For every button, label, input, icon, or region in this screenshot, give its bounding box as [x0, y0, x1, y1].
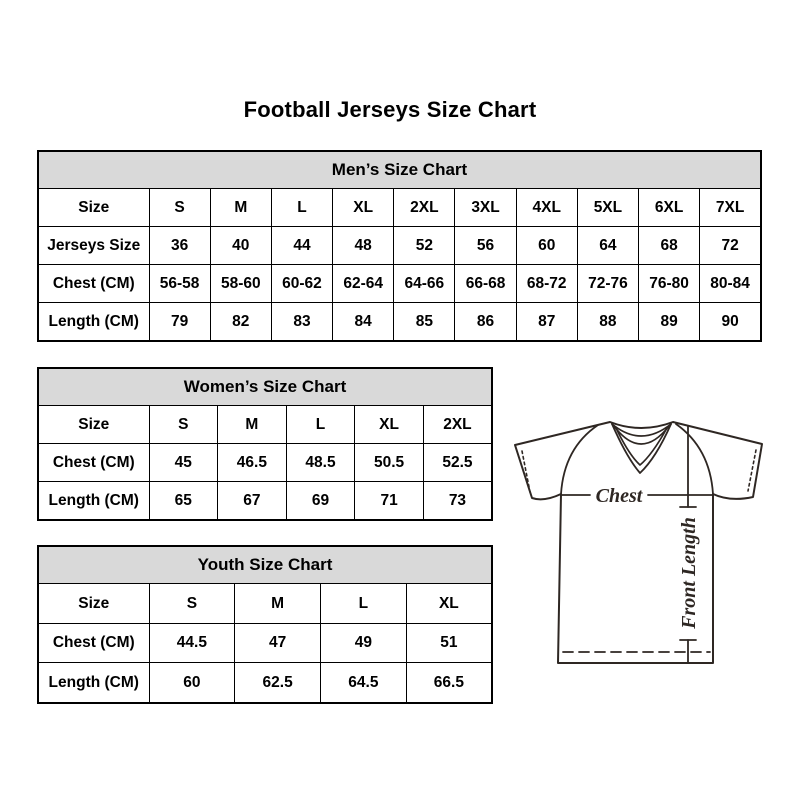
- front-length-label: Front Length: [678, 517, 700, 629]
- mens-value-cell: 5XL: [577, 189, 638, 227]
- youth-row-label: Chest (CM): [38, 623, 149, 663]
- womens-value-cell: XL: [355, 406, 424, 444]
- womens-table-row: [38, 482, 492, 521]
- youth-table-title: Youth Size Chart: [38, 546, 492, 584]
- mens-value-cell: 72-76: [577, 265, 638, 303]
- mens-value-cell: 6XL: [639, 189, 700, 227]
- mens-table-row: [38, 303, 761, 342]
- mens-value-cell: 60-62: [271, 265, 332, 303]
- mens-value-cell: 7XL: [700, 189, 761, 227]
- mens-value-cell: 88: [577, 303, 638, 342]
- mens-value-cell: 3XL: [455, 189, 516, 227]
- womens-value-cell: S: [149, 406, 218, 444]
- jersey-outline: [515, 422, 762, 663]
- youth-value-cell: S: [149, 584, 235, 624]
- youth-value-cell: XL: [406, 584, 492, 624]
- youth-value-cell: 60: [149, 663, 235, 703]
- womens-value-cell: 45: [149, 444, 218, 482]
- youth-value-cell: 66.5: [406, 663, 492, 703]
- mens-value-cell: 48: [333, 227, 394, 265]
- womens-table-row: [38, 444, 492, 482]
- womens-row-label: Length (CM): [38, 482, 149, 521]
- mens-value-cell: 87: [516, 303, 577, 342]
- mens-value-cell: 44: [271, 227, 332, 265]
- mens-table-row: [38, 265, 761, 303]
- mens-value-cell: 58-60: [210, 265, 271, 303]
- mens-value-cell: 36: [149, 227, 210, 265]
- youth-row-label: Size: [38, 584, 149, 624]
- mens-value-cell: 56: [455, 227, 516, 265]
- mens-value-cell: 84: [333, 303, 394, 342]
- mens-value-cell: 62-64: [333, 265, 394, 303]
- mens-row-label: Chest (CM): [38, 265, 149, 303]
- mens-value-cell: 82: [210, 303, 271, 342]
- mens-value-cell: 68: [639, 227, 700, 265]
- chest-label: Chest: [595, 485, 643, 507]
- womens-value-cell: 48.5: [286, 444, 355, 482]
- mens-value-cell: 2XL: [394, 189, 455, 227]
- youth-size-table: [37, 545, 493, 704]
- youth-value-cell: M: [235, 584, 321, 624]
- youth-value-cell: 44.5: [149, 623, 235, 663]
- mens-value-cell: 76-80: [639, 265, 700, 303]
- mens-value-cell: 86: [455, 303, 516, 342]
- mens-size-table: [37, 150, 762, 342]
- mens-value-cell: S: [149, 189, 210, 227]
- mens-value-cell: 64: [577, 227, 638, 265]
- mens-value-cell: 80-84: [700, 265, 761, 303]
- mens-value-cell: 66-68: [455, 265, 516, 303]
- womens-value-cell: L: [286, 406, 355, 444]
- womens-value-cell: 69: [286, 482, 355, 521]
- mens-value-cell: 56-58: [149, 265, 210, 303]
- mens-table-row: [38, 227, 761, 265]
- youth-value-cell: 51: [406, 623, 492, 663]
- youth-table-row: [38, 663, 492, 703]
- womens-row-label: Size: [38, 406, 149, 444]
- mens-value-cell: 64-66: [394, 265, 455, 303]
- page-title: Football Jerseys Size Chart: [243, 97, 537, 122]
- youth-table-row: [38, 584, 492, 624]
- mens-row-label: Length (CM): [38, 303, 149, 342]
- womens-value-cell: 52.5: [423, 444, 492, 482]
- mens-value-cell: 90: [700, 303, 761, 342]
- mens-table-row: [38, 189, 761, 227]
- womens-value-cell: 46.5: [218, 444, 287, 482]
- mens-value-cell: M: [210, 189, 271, 227]
- mens-value-cell: 72: [700, 227, 761, 265]
- mens-value-cell: XL: [333, 189, 394, 227]
- youth-value-cell: 47: [235, 623, 321, 663]
- womens-table-row: [38, 406, 492, 444]
- jersey-measurement-diagram: [500, 410, 780, 680]
- womens-table-title: Women’s Size Chart: [38, 368, 492, 406]
- mens-value-cell: 40: [210, 227, 271, 265]
- womens-value-cell: 73: [423, 482, 492, 521]
- womens-value-cell: 67: [218, 482, 287, 521]
- youth-value-cell: L: [321, 584, 407, 624]
- mens-value-cell: 4XL: [516, 189, 577, 227]
- mens-value-cell: 52: [394, 227, 455, 265]
- mens-value-cell: 79: [149, 303, 210, 342]
- youth-table-row: [38, 623, 492, 663]
- mens-value-cell: 68-72: [516, 265, 577, 303]
- youth-value-cell: 62.5: [235, 663, 321, 703]
- mens-value-cell: 89: [639, 303, 700, 342]
- mens-value-cell: 60: [516, 227, 577, 265]
- youth-row-label: Length (CM): [38, 663, 149, 703]
- womens-value-cell: M: [218, 406, 287, 444]
- womens-size-table: [37, 367, 493, 521]
- mens-row-label: Jerseys Size: [38, 227, 149, 265]
- mens-value-cell: 83: [271, 303, 332, 342]
- mens-value-cell: 85: [394, 303, 455, 342]
- womens-value-cell: 71: [355, 482, 424, 521]
- womens-value-cell: 65: [149, 482, 218, 521]
- womens-value-cell: 2XL: [423, 406, 492, 444]
- womens-row-label: Chest (CM): [38, 444, 149, 482]
- mens-row-label: Size: [38, 189, 149, 227]
- youth-value-cell: 64.5: [321, 663, 407, 703]
- youth-value-cell: 49: [321, 623, 407, 663]
- mens-value-cell: L: [271, 189, 332, 227]
- mens-table-title: Men’s Size Chart: [38, 151, 761, 189]
- womens-value-cell: 50.5: [355, 444, 424, 482]
